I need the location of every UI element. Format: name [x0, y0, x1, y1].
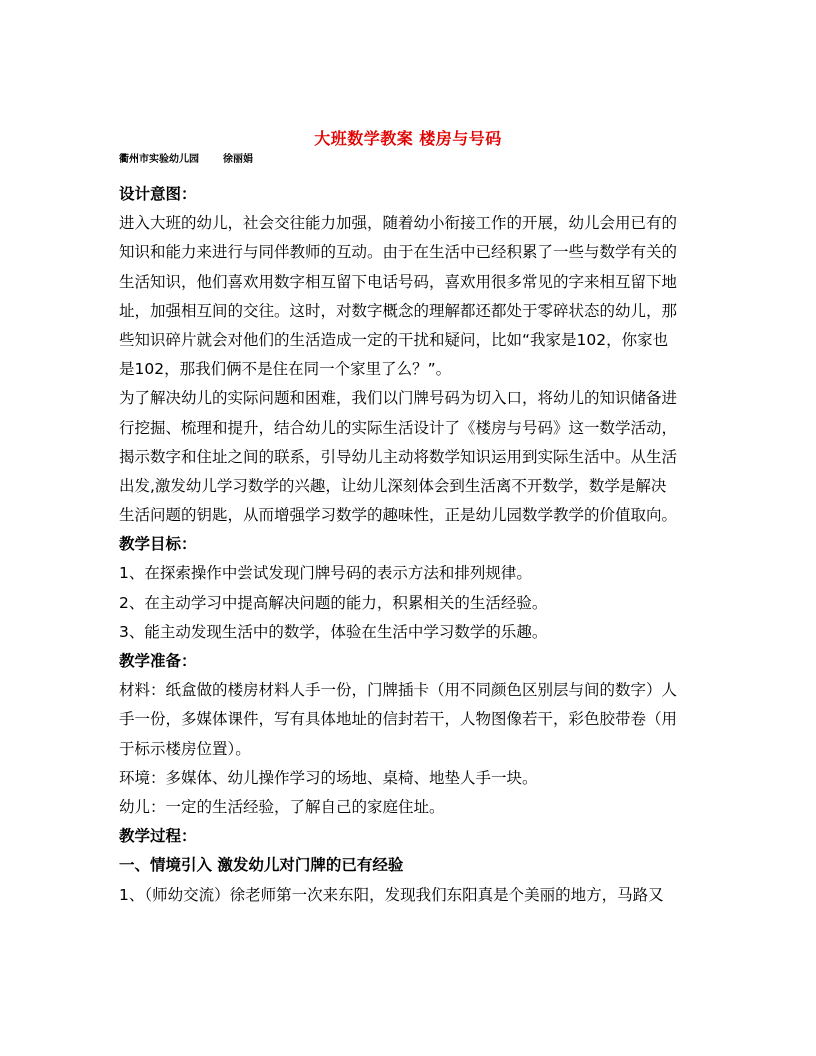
document-body [119, 180, 697, 910]
paragraph-line: 于标示楼房位置）。 [119, 739, 251, 758]
paragraph-line: 为了解决幼儿的实际问题和困难，我们以门牌号码为切入口，将幼儿的知识储备进 [119, 389, 678, 408]
paragraph-line: 出发,激发幼儿学习数学的兴趣，让幼儿深刻体会到生活离不开数学，数学是解决 [119, 476, 667, 495]
section-heading: 教学过程： [119, 827, 197, 846]
paragraph-line: 3、能主动发现生活中的数学，体验在生活中学习数学的乐趣。 [119, 622, 548, 641]
paragraph-line: 知识和能力来进行与同伴教师的互动。由于在生活中已经积累了一些与数学有关的 [119, 243, 678, 262]
paragraph-line: 址，加强相互间的交往。这时，对数字概念的理解都还都处于零碎状态的幼儿，那 [119, 301, 678, 320]
paragraph-line: 手一份，多媒体课件，写有具体地址的信封若干，人物图像若干，彩色胶带卷（用 [119, 710, 678, 729]
paragraph-line: 些知识碎片就会对他们的生活造成一定的干扰和疑问，比如“我家是102，你家也 [119, 330, 669, 349]
paragraph-line: 生活知识，他们喜欢用数字相互留下电话号码，喜欢用很多常见的字来相互留下地 [119, 272, 678, 291]
paragraph-line: 揭示数字和住址之间的联系，引导幼儿主动将数学知识运用到实际生活中。从生活 [119, 447, 678, 466]
document-title: 大班数学教案 楼房与号码 [314, 129, 502, 148]
paragraph-line: 2、在主动学习中提高解决问题的能力，积累相关的生活经验。 [119, 593, 548, 612]
paragraph-line: 幼儿：一定的生活经验，了解自己的家庭住址。 [119, 797, 445, 816]
paragraph-line: 1、（师幼交流）徐老师第一次来东阳，发现我们东阳真是个美丽的地方，马路又 [119, 885, 664, 904]
section-heading: 设计意图： [119, 185, 197, 203]
section-heading: 一、情境引入 激发幼儿对门牌的已有经验 [119, 856, 404, 875]
paragraph-line: 是102，那我们俩不是住在同一个家里了么？”。 [119, 360, 452, 379]
section-heading: 教学目标： [119, 535, 197, 554]
paragraph-line: 环境：多媒体、幼儿操作学习的场地、桌椅、地垫人手一块。 [119, 768, 538, 787]
section-heading: 教学准备： [119, 652, 197, 670]
paragraph-line: 进入大班的幼儿，社会交往能力加强，随着幼小衔接工作的开展，幼儿会用已有的 [119, 214, 678, 233]
author-name: 徐丽娟 [223, 154, 253, 165]
author-school: 衢州市实验幼儿园 [119, 154, 199, 165]
paragraph-line: 行挖掘、梳理和提升，结合幼儿的实际生活设计了《楼房与号码》这一数学活动， [119, 418, 678, 437]
paragraph-line: 材料：纸盒做的楼房材料人手一份，门牌插卡（用不同颜色区别层与间的数字）人 [119, 681, 678, 700]
author-line [119, 150, 253, 165]
paragraph-line: 1、在探索操作中尝试发现门牌号码的表示方法和排列规律。 [119, 564, 532, 583]
paragraph-line: 生活问题的钥匙，从而增强学习数学的趣味性，正是幼儿园数学教学的价值取向。 [119, 506, 678, 525]
